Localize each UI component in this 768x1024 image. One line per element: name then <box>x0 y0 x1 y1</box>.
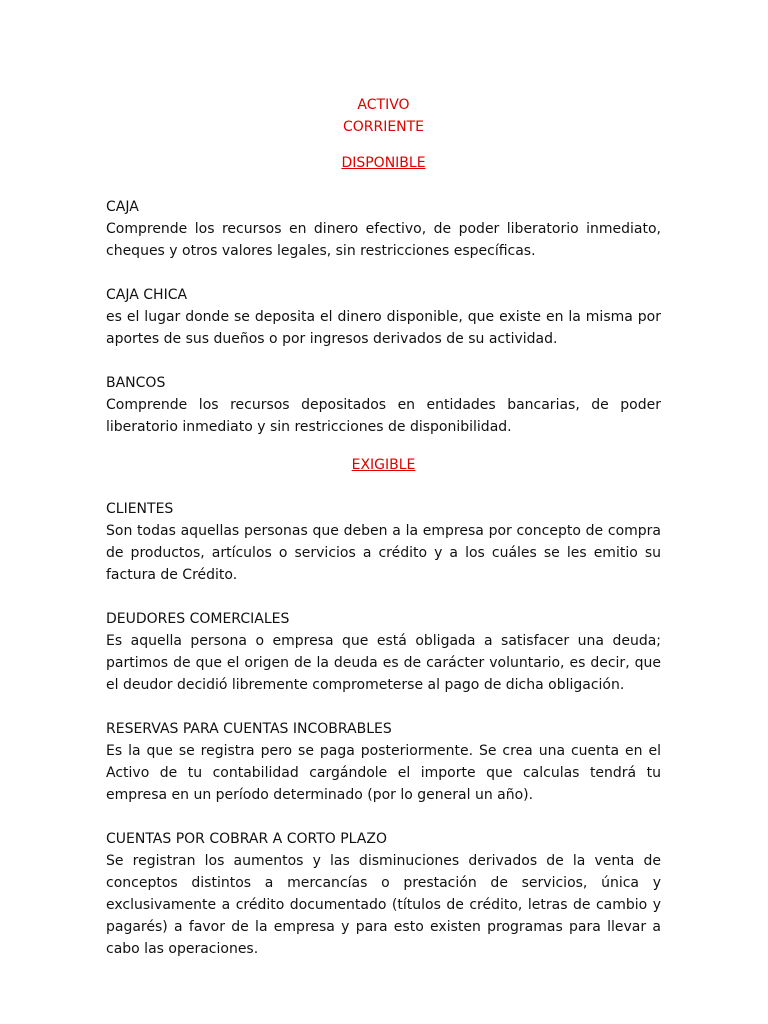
entry-heading: BANCOS <box>106 375 166 391</box>
entry-caja <box>106 196 661 262</box>
entry-cuentas-por-cobrar <box>106 828 661 960</box>
entry-heading: CLIENTES <box>106 501 174 517</box>
entry-text: Se registran los aumentos y las disminuciones derivados de la venta de conceptos distintos a mercancías o prestación de servicios, única y exclusivamente a crédito documentado (títulos de crédito, letras de cambio y pagarés) a favor de la empresa y para esto existen programas para llevar a cabo las operaciones. <box>106 853 661 957</box>
entry-deudores-comerciales <box>106 608 661 696</box>
entry-caja-chica <box>106 284 661 350</box>
entry-heading: CAJA <box>106 199 139 215</box>
entry-heading: DEUDORES COMERCIALES <box>106 611 290 627</box>
entry-text: Son todas aquellas personas que deben a la empresa por concepto de compra de productos, artículos o servicios a crédito y a los cuáles se les emitio su factura de Crédito. <box>106 523 661 583</box>
title-line-2: CORRIENTE <box>342 119 425 135</box>
entry-heading: RESERVAS PARA CUENTAS INCOBRABLES <box>106 721 392 737</box>
entry-text: Es la que se registra pero se paga posteriormente. Se crea una cuenta en el Activo de tu contabilidad cargándole el importe que calculas tendrá tu empresa en un período determinado (por lo general un año). <box>106 743 661 803</box>
entry-heading: CUENTAS POR COBRAR A CORTO PLAZO <box>106 831 387 847</box>
entry-heading: CAJA CHICA <box>106 287 188 303</box>
entry-text: Comprende los recursos depositados en entidades bancarias, de poder liberatorio inmediato y sin restricciones de disponibilidad. <box>106 397 661 435</box>
section-heading-exigible: EXIGIBLE <box>351 457 416 473</box>
entry-clientes <box>106 498 661 586</box>
entry-text: Comprende los recursos en dinero efectivo, de poder liberatorio inmediato, cheques y otros valores legales, sin restricciones específicas. <box>106 221 661 259</box>
entry-reservas-cuentas-incobrables <box>106 718 661 806</box>
section-heading-disponible: DISPONIBLE <box>341 155 426 171</box>
title-line-1: ACTIVO <box>357 97 410 113</box>
entry-bancos <box>106 372 661 438</box>
entry-text: Es aquella persona o empresa que está obligada a satisfacer una deuda; partimos de que el origen de la deuda es de carácter voluntario, es decir, que el deudor decidió libremente comprometerse al pago de dicha obligación. <box>106 633 661 693</box>
entry-text: es el lugar donde se deposita el dinero disponible, que existe en la misma por aportes de sus dueños o por ingresos derivados de su actividad. <box>106 309 661 347</box>
